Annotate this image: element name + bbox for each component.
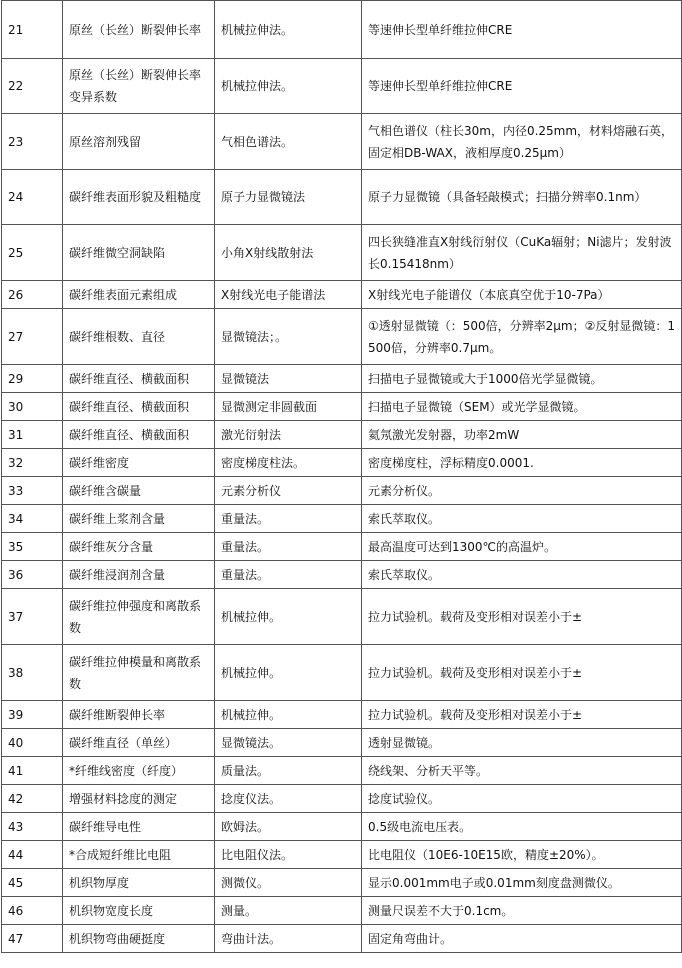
row-number: 33 (2, 477, 63, 505)
test-equipment: 等速伸长型单纤维拉伸CRE (362, 59, 682, 114)
table-row (2, 701, 682, 729)
test-method: 重量法。 (215, 561, 362, 589)
table-row (2, 281, 682, 309)
row-number: 31 (2, 421, 63, 449)
test-method: 显微镜法；。 (215, 309, 362, 365)
table-row (2, 225, 682, 281)
test-method: 重量法。 (215, 505, 362, 533)
table-row (2, 785, 682, 813)
test-item: 碳纤维浸润剂含量 (63, 561, 215, 589)
row-number: 29 (2, 365, 63, 393)
row-number: 43 (2, 813, 63, 841)
test-item: 碳纤维表面元素组成 (63, 281, 215, 309)
test-method: 比电阻仪法。 (215, 841, 362, 869)
table-row (2, 309, 682, 365)
test-item: 原丝溶剂残留 (63, 114, 215, 170)
table-row (2, 813, 682, 841)
test-method: 机械拉伸法。 (215, 1, 362, 59)
row-number: 35 (2, 533, 63, 561)
test-equipment: 显示0.001mm电子或0.01mm刻度盘测微仪。 (362, 869, 682, 897)
test-method: 密度梯度柱法。 (215, 449, 362, 477)
row-number: 42 (2, 785, 63, 813)
test-equipment: 捻度试验仪。 (362, 785, 682, 813)
row-number: 24 (2, 170, 63, 225)
table-row (2, 1, 682, 59)
row-number: 32 (2, 449, 63, 477)
test-method: 显微测定非圆截面 (215, 393, 362, 421)
table-row (2, 561, 682, 589)
test-method: 机械拉伸。 (215, 589, 362, 645)
test-equipment: 等速伸长型单纤维拉伸CRE (362, 1, 682, 59)
table-row (2, 757, 682, 785)
test-equipment: 拉力试验机。载荷及变形相对误差小于± (362, 645, 682, 701)
row-number: 30 (2, 393, 63, 421)
test-item: 碳纤维根数、直径 (63, 309, 215, 365)
table-row (2, 449, 682, 477)
test-equipment: 索氏萃取仪。 (362, 561, 682, 589)
test-item: 碳纤维含碳量 (63, 477, 215, 505)
test-equipment: 比电阻仪（10E6-10E15欧，精度±20%）。 (362, 841, 682, 869)
test-equipment: 元素分析仪。 (362, 477, 682, 505)
test-method: 气相色谱法。 (215, 114, 362, 170)
test-equipment: 扫描电子显微镜或大于1000倍光学显微镜。 (362, 365, 682, 393)
test-equipment: 原子力显微镜（具备轻敲模式；扫描分辨率0.1nm） (362, 170, 682, 225)
table-row (2, 365, 682, 393)
test-method: 显微镜法。 (215, 729, 362, 757)
test-item: 原丝（长丝）断裂伸长率变异系数 (63, 59, 215, 114)
test-method: 弯曲计法。 (215, 925, 362, 953)
test-method: 测量。 (215, 897, 362, 925)
test-item: 碳纤维表面形貌及粗糙度 (63, 170, 215, 225)
row-number: 36 (2, 561, 63, 589)
test-equipment: 测量尺误差不大于0.1cm。 (362, 897, 682, 925)
row-number: 38 (2, 645, 63, 701)
row-number: 47 (2, 925, 63, 953)
row-number: 26 (2, 281, 63, 309)
row-number: 34 (2, 505, 63, 533)
row-number: 46 (2, 897, 63, 925)
test-equipment: 扫描电子显微镜（SEM）或光学显微镜。 (362, 393, 682, 421)
table-row (2, 59, 682, 114)
test-item: 增强材料捻度的测定 (63, 785, 215, 813)
test-equipment: 最高温度可达到1300℃的高温炉。 (362, 533, 682, 561)
test-equipment: 拉力试验机。载荷及变形相对误差小于± (362, 701, 682, 729)
test-item: 碳纤维上浆剂含量 (63, 505, 215, 533)
test-equipment: 透射显微镜。 (362, 729, 682, 757)
row-number: 27 (2, 309, 63, 365)
table-row (2, 869, 682, 897)
table-row (2, 645, 682, 701)
test-method: 机械拉伸。 (215, 701, 362, 729)
test-method: 激光衍射法 (215, 421, 362, 449)
test-standards-table (1, 0, 682, 953)
test-item: 机织物弯曲硬挺度 (63, 925, 215, 953)
test-equipment: 四长狭缝准直X射线衍射仪（CuKa辐射；Ni滤片；发射波长0.15418nm） (362, 225, 682, 281)
row-number: 41 (2, 757, 63, 785)
test-item: *纤维线密度（纤度） (63, 757, 215, 785)
table-row (2, 477, 682, 505)
test-equipment: 拉力试验机。载荷及变形相对误差小于± (362, 589, 682, 645)
test-item: 碳纤维灰分含量 (63, 533, 215, 561)
test-item: 机织物宽度长度 (63, 897, 215, 925)
test-method: 原子力显微镜法 (215, 170, 362, 225)
table-row (2, 421, 682, 449)
row-number: 25 (2, 225, 63, 281)
test-item: *合成短纤维比电阻 (63, 841, 215, 869)
test-item: 碳纤维直径、横截面积 (63, 365, 215, 393)
test-item: 碳纤维断裂伸长率 (63, 701, 215, 729)
test-equipment: 气相色谱仪（柱长30m，内径0.25mm，材料熔融石英，固定相DB-WAX，液相厚度0.25μm） (362, 114, 682, 170)
row-number: 37 (2, 589, 63, 645)
test-equipment: X射线光电子能谱仪（本底真空优于10-7Pa） (362, 281, 682, 309)
test-method: 捻度仪法。 (215, 785, 362, 813)
row-number: 45 (2, 869, 63, 897)
test-equipment: 氦氖激光发射器，功率2mW (362, 421, 682, 449)
test-equipment: 密度梯度柱，浮标精度0.0001. (362, 449, 682, 477)
test-equipment: ①透射显微镜（：500倍，分辨率2μm；②反射显微镜：1500倍，分辨率0.7μm。 (362, 309, 682, 365)
test-method: 机械拉伸法。 (215, 59, 362, 114)
test-method: 质量法。 (215, 757, 362, 785)
table-row (2, 589, 682, 645)
test-item: 碳纤维直径、横截面积 (63, 393, 215, 421)
test-item: 碳纤维导电性 (63, 813, 215, 841)
test-equipment: 索氏萃取仪。 (362, 505, 682, 533)
test-item: 碳纤维微空洞缺陷 (63, 225, 215, 281)
row-number: 21 (2, 1, 63, 59)
table-row (2, 897, 682, 925)
table-body (2, 1, 682, 953)
test-item: 碳纤维直径、横截面积 (63, 421, 215, 449)
test-method: 测微仪。 (215, 869, 362, 897)
test-item: 碳纤维直径（单丝） (63, 729, 215, 757)
test-method: 显微镜法 (215, 365, 362, 393)
table-row (2, 170, 682, 225)
row-number: 40 (2, 729, 63, 757)
test-equipment: 0.5级电流电压表。 (362, 813, 682, 841)
row-number: 23 (2, 114, 63, 170)
test-method: 小角X射线散射法 (215, 225, 362, 281)
test-item: 碳纤维密度 (63, 449, 215, 477)
table-row (2, 925, 682, 953)
test-item: 碳纤维拉伸强度和离散系数 (63, 589, 215, 645)
test-equipment: 固定角弯曲计。 (362, 925, 682, 953)
test-item: 碳纤维拉伸模量和离散系数 (63, 645, 215, 701)
test-method: 重量法。 (215, 533, 362, 561)
table-row (2, 533, 682, 561)
row-number: 22 (2, 59, 63, 114)
test-method: 元素分析仪 (215, 477, 362, 505)
table-row (2, 505, 682, 533)
test-method: X射线光电子能谱法 (215, 281, 362, 309)
test-method: 欧姆法。 (215, 813, 362, 841)
table-row (2, 114, 682, 170)
test-item: 机织物厚度 (63, 869, 215, 897)
table-row (2, 729, 682, 757)
table-row (2, 393, 682, 421)
table-row (2, 841, 682, 869)
test-equipment: 绕线架、分析天平等。 (362, 757, 682, 785)
test-item: 原丝（长丝）断裂伸长率 (63, 1, 215, 59)
row-number: 44 (2, 841, 63, 869)
row-number: 39 (2, 701, 63, 729)
test-method: 机械拉伸。 (215, 645, 362, 701)
